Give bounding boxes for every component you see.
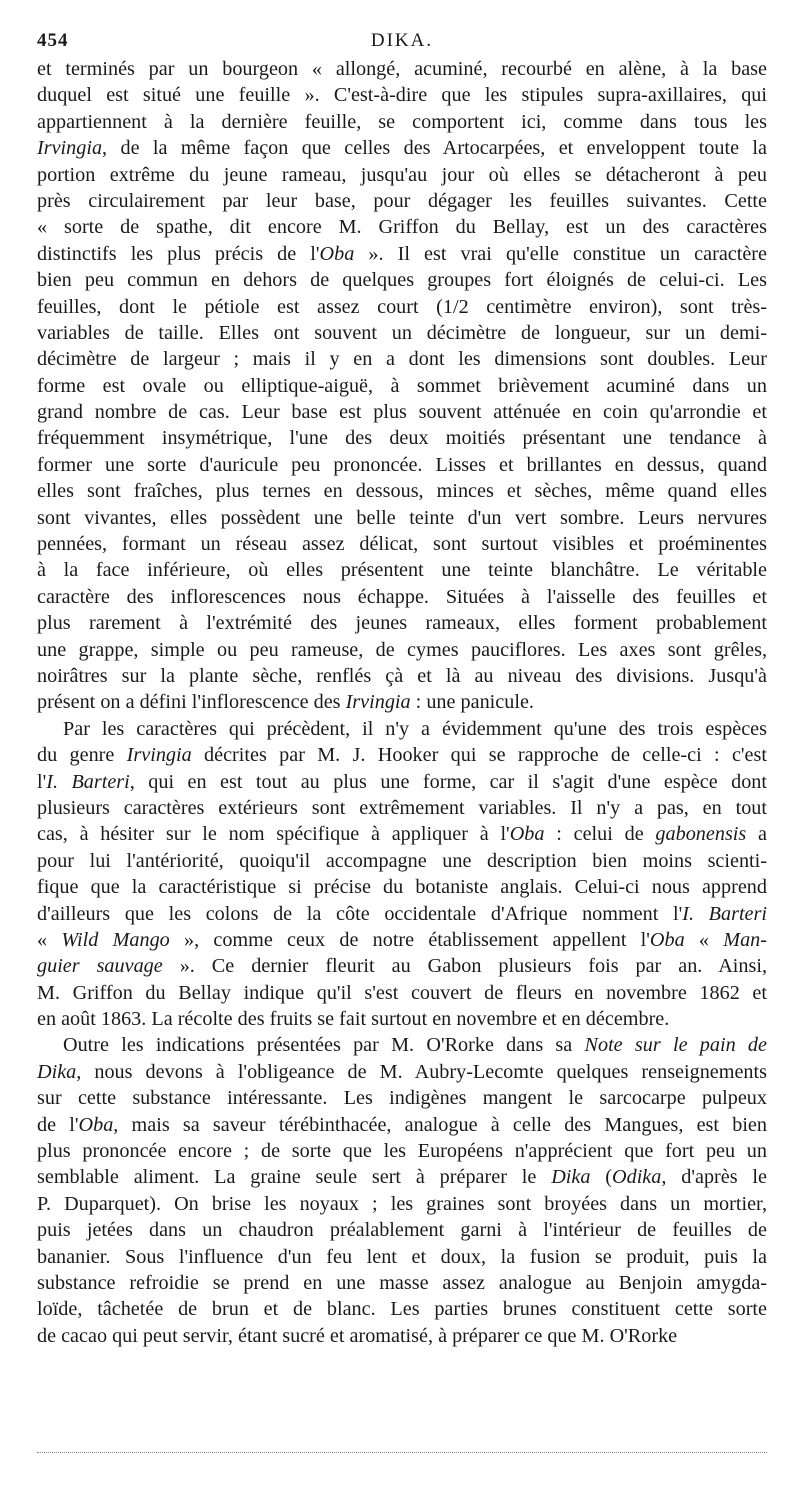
text-line: elles sont fraîches, plus ternes en dessous, minces et sèches, même quand elles	[37, 480, 767, 503]
text-line: pennées, formant un réseau assez délicat, sont surtout visibles et proéminentes	[37, 533, 767, 556]
text-line: à la face inférieure, où elles présentent une teinte blanchâtre. Le véritable	[37, 559, 767, 582]
body-text	[37, 56, 767, 1349]
text-line: noirâtres sur la plante sèche, renflés çà et là au niveau des divisions. Jusqu'à	[37, 664, 767, 687]
text-line: présent on a défini l'inflorescence des Irvingia : une panicule.	[37, 691, 534, 714]
text-line: feuilles, dont le pétiole est assez court (1/2 centimètre environ), sont très-	[37, 295, 767, 318]
text-line: décimètre de largeur ; mais il y en a dont les dimensions sont doubles. Leur	[37, 348, 767, 371]
text-line: grand nombre de cas. Leur base est plus souvent atténuée en coin qu'arrondie et	[37, 401, 767, 424]
book-page	[37, 30, 767, 1349]
text-line: substance refroidie se prend en une masse assez analogue au Benjoin amygda-	[37, 1271, 767, 1294]
footer-rule	[37, 1452, 767, 1453]
text-line: variables de taille. Elles ont souvent un décimètre de longueur, sur un demi-	[37, 321, 767, 344]
running-title: DIKA.	[370, 30, 434, 51]
text-line: pour lui l'antériorité, quoiqu'il accompagne une description bien moins scienti-	[37, 849, 767, 872]
text-line: M. Griffon du Bellay indique qu'il s'est couvert de fleurs en novembre 1862 et	[37, 981, 767, 1004]
text-line: caractère des inflorescences nous échappe. Situées à l'aisselle des feuilles et	[37, 585, 767, 608]
text-line: Par les caractères qui précèdent, il n'y a évidemment qu'une des trois espèces	[63, 717, 767, 740]
text-line: former une sorte d'auricule peu prononcée. Lisses et brillantes en dessus, quand	[37, 453, 767, 476]
text-line: distinctifs les plus précis de l'Oba ». Il est vrai qu'elle constitue un caractère	[37, 242, 767, 265]
text-line: d'ailleurs que les colons de la côte occidentale d'Afrique nomment l'I. Barteri	[37, 902, 767, 925]
text-line: P. Duparquet). On brise les noyaux ; les graines sont broyées dans un mortier,	[37, 1192, 767, 1215]
text-line: bien peu commun en dehors de quelques groupes fort éloignés de celui-ci. Les	[37, 269, 767, 292]
text-line: « sorte de spathe, dit encore M. Griffon du Bellay, est un des caractères	[37, 216, 767, 239]
text-line: Outre les indications présentées par M. O'Rorke dans sa Note sur le pain de	[63, 1034, 767, 1057]
paragraph	[37, 1032, 767, 1349]
text-line: semblable aliment. La graine seule sert à préparer le Dika (Odika, d'après le	[37, 1166, 767, 1189]
text-line: puis jetées dans un chaudron préalablement garni à l'intérieur de feuilles de	[37, 1219, 767, 1242]
text-line: de l'Oba, mais sa saveur térébinthacée, analogue à celle des Mangues, est bien	[37, 1113, 767, 1136]
text-line: plusieurs caractères extérieurs sont extrêmement variables. Il n'y a pas, en tout	[37, 796, 767, 819]
text-line: forme est ovale ou elliptique-aiguë, à sommet brièvement acuminé dans un	[37, 374, 767, 397]
text-line: sont vivantes, elles possèdent une belle teinte d'un vert sombre. Leurs nervures	[37, 506, 767, 529]
text-line: fique que la caractéristique si précise du botaniste anglais. Celui-ci nous apprend	[37, 876, 767, 899]
text-line: Dika, nous devons à l'obligeance de M. Aubry-Lecomte quelques renseignements	[37, 1060, 767, 1083]
text-line: et terminés par un bourgeon « allongé, acuminé, recourbé en alène, à la base	[37, 58, 767, 80]
text-line: du genre Irvingia décrites par M. J. Hooker qui se rapproche de celle-ci : c'est	[37, 744, 767, 767]
text-line: duquel est situé une feuille ». C'est-à-dire que les stipules supra-axillaires, qui	[37, 84, 767, 107]
page-number: 454	[37, 30, 69, 51]
text-line: sur cette substance intéressante. Les indigènes mangent le sarcocarpe pulpeux	[37, 1087, 767, 1110]
paragraph	[37, 56, 767, 716]
text-line: de cacao qui peut servir, étant sucré et aromatisé, à préparer ce que M. O'Rorke	[37, 1324, 678, 1347]
text-line: guier sauvage ». Ce dernier fleurit au Gabon plusieurs fois par an. Ainsi,	[37, 955, 767, 978]
text-line: appartiennent à la dernière feuille, se comportent ici, comme dans tous les	[37, 110, 767, 133]
text-line: en août 1863. La récolte des fruits se fait surtout en novembre et en décembre.	[37, 1008, 670, 1031]
text-line: loïde, tâchetée de brun et de blanc. Les parties brunes constituent cette sorte	[37, 1298, 767, 1321]
paragraph	[37, 716, 767, 1033]
text-line: une grappe, simple ou peu rameuse, de cymes pauciflores. Les axes sont grêles,	[37, 638, 767, 661]
text-line: « Wild Mango », comme ceux de notre établissement appellent l'Oba « Man-	[37, 928, 767, 951]
text-line: plus rarement à l'extrémité des jeunes rameaux, elles forment probablement	[37, 612, 767, 635]
text-line: fréquemment insymétrique, l'une des deux moitiés présentant une tendance à	[37, 427, 767, 450]
text-line: cas, à hésiter sur le nom spécifique à appliquer à l'Oba : celui de gabonensis a	[37, 823, 767, 846]
text-line: l'I. Barteri, qui en est tout au plus une forme, car il s'agit d'une espèce dont	[37, 770, 767, 793]
text-line: Irvingia, de la même façon que celles des Artocarpées, et enveloppent toute la	[37, 137, 767, 160]
text-line: plus prononcée encore ; de sorte que les Européens n'apprécient que fort peu un	[37, 1140, 767, 1163]
page-header	[37, 30, 767, 52]
text-line: près circulairement par leur base, pour dégager les feuilles suivantes. Cette	[37, 189, 767, 212]
text-line: portion extrême du jeune rameau, jusqu'au jour où elles se détacheront à peu	[37, 163, 767, 186]
text-line: bananier. Sous l'influence d'un feu lent et doux, la fusion se produit, puis la	[37, 1245, 767, 1268]
